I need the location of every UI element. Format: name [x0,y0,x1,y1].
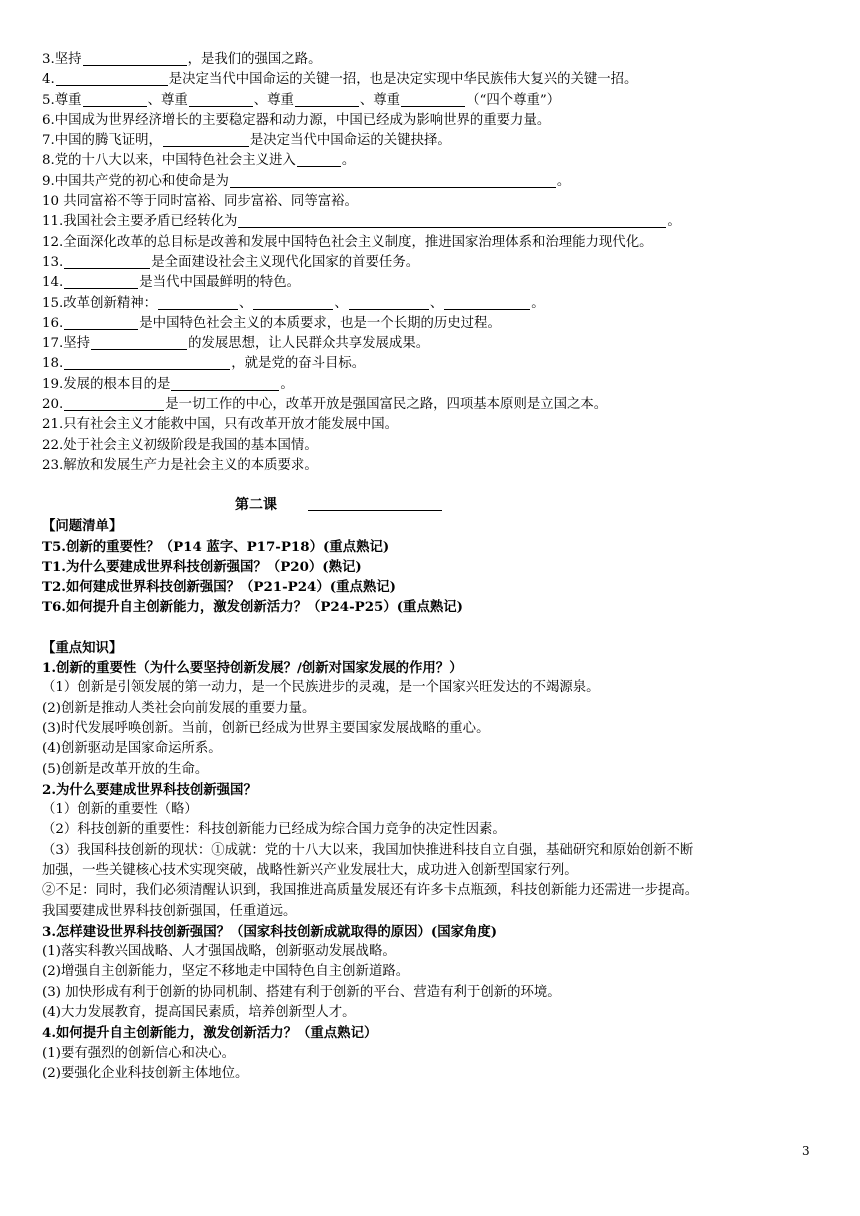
item-text: 14. [42,275,64,291]
knowledge-header: 【重点知识】 [42,639,123,656]
fill-in-item [42,151,822,171]
fill-in-item [42,172,822,192]
fill-in-item [42,415,822,435]
lesson2-heading [42,492,822,516]
answer-blank [64,315,138,330]
answer-blank [171,376,279,391]
item-text: 6.中国成为世界经济增长的主要稳定器和动力源，中国已经成为影响世界的重要力量。 [42,112,551,128]
item-text: 。 [531,295,545,311]
answer-blank [64,355,230,370]
answer-blank [158,295,238,310]
answer-blank [64,254,150,269]
knowledge-point: (1)要有强烈的创新信心和决心。 [42,1045,236,1061]
answer-blank [163,132,249,147]
item-text: 的发展思想，让人民群众共享发展成果。 [188,336,430,352]
knowledge-point: (3)时代发展呼唤创新。当前，创新已经成为世界主要国家发展战略的重心。 [42,720,490,736]
item-text: 13. [42,254,64,270]
fill-in-item [42,70,822,90]
item-text: 、尊重 [253,92,294,108]
item-text: 。 [667,214,681,230]
item-text: 10 共同富裕不等于同时富裕、同步富裕、同等富裕。 [42,194,358,210]
knowledge-point: (4)创新驱动是国家命运所系。 [42,741,222,757]
knowledge-heading: 1.创新的重要性（为什么要坚持创新发展？/创新对国家发展的作用？） [42,660,463,677]
item-text: 、 [239,295,253,311]
item-text: 、 [429,295,444,311]
item-text: 17.坚持 [42,336,91,352]
page-number: 3 [802,1144,810,1158]
knowledge-point: （1）创新的重要性（略） [42,802,198,818]
knowledge-heading: 3.怎样建设世界科技创新强国？（国家科技创新成就取得的原因）(国家角度) [42,923,498,940]
item-text: 8.党的十八大以来，中国特色社会主义进入 [42,153,296,169]
answer-blank [64,396,164,411]
item-text: 是中国特色社会主义的本质要求，也是一个长期的历史过程。 [139,315,501,331]
lesson2-title: 第二课 [235,497,277,514]
knowledge-list [42,658,822,1084]
item-text: 是全面建设社会主义现代化国家的首要任务。 [151,254,420,270]
item-text: 23.解放和发展生产力是社会主义的本质要求。 [42,457,318,473]
item-text: 。 [556,173,571,189]
item-text: 5.尊重 [42,92,82,108]
item-text: 22.处于社会主义初级阶段是我国的基本国情。 [42,437,318,453]
fill-in-item [42,334,822,354]
knowledge-point: (5)创新是改革开放的生命。 [42,761,209,777]
item-text: 12.全面深化改革的总目标是改善和发展中国特色社会主义制度，推进国家治理体系和治理能力现代化。 [42,234,653,250]
question-item: T2.如何建成世界科技创新强国？（P21-P24）(重点熟记) [42,579,397,596]
answer-blank [91,335,187,350]
answer-blank [297,152,341,167]
item-text: 11.我国社会主要矛盾已经转化为 [42,214,238,230]
fill-in-item [42,192,822,212]
item-text: 是一切工作的中心，改革开放是强国富民之路，四项基本原则是立国之本。 [165,397,608,413]
knowledge-heading: 4.如何提升自主创新能力，激发创新活力？（重点熟记） [42,1025,378,1042]
item-text: 是决定当代中国命运的关键一招，也是决定实现中华民族伟大复兴的关键一招。 [168,72,638,88]
item-text: 、尊重 [147,92,188,108]
fill-in-item [42,131,822,151]
fill-in-item [42,456,822,476]
questions-list [42,537,822,618]
question-item: T6.如何提升自主创新能力，激发创新活力？（P24-P25）(重点熟记) [42,599,463,616]
item-text: 18. [42,356,64,372]
answer-blank [64,274,138,289]
item-text: 。 [280,376,294,392]
fill-in-item [42,233,822,253]
item-text: （“四个尊重”） [466,92,561,108]
fill-in-item [42,314,822,334]
questions-header: 【问题清单】 [42,518,123,535]
answer-blank [189,92,253,107]
answer-blank [444,295,530,310]
fill-in-item [42,436,822,456]
item-text: 、尊重 [359,92,401,108]
fill-in-item [42,354,822,374]
answer-blank [401,92,465,107]
item-text: 7.中国的腾飞证明， [42,133,162,149]
answer-blank [295,92,359,107]
answer-blank [230,173,556,188]
fill-in-item [42,111,822,131]
answer-blank [83,92,147,107]
knowledge-point: （3）我国科技创新的现状：①成就：党的十八大以来，我国加快推进科技自立自强，基础研究和原始创新不断 [42,842,694,858]
fill-in-item [42,50,822,70]
item-text: 是决定当代中国命运的关键抉择。 [249,133,451,149]
fill-in-item [42,294,822,314]
item-text: 4. [42,72,55,88]
item-text: 9.中国共产党的初心和使命是为 [42,173,229,189]
document-page [42,50,822,1084]
lesson2-title-blank [308,510,442,511]
item-text: 、 [334,295,348,311]
question-item: T1.为什么要建成世界科技创新强国？（P20）(熟记) [42,558,362,575]
knowledge-point: (2)增强自主创新能力，坚定不移地走中国特色自主创新道路。 [42,964,410,980]
item-text: 是当代中国最鲜明的特色。 [139,275,300,291]
knowledge-point: (4)大力发展教育，提高国民素质，培养创新型人才。 [42,1005,356,1021]
item-text: 16. [42,315,64,331]
knowledge-point: (1)落实科教兴国战略、人才强国战略，创新驱动发展战略。 [42,944,396,960]
fill-in-item [42,375,822,395]
answer-blank [238,213,666,228]
knowledge-point: (2)创新是推动人类社会向前发展的重要力量。 [42,700,316,716]
question-item: T5.创新的重要性？（P14 蓝字、P17-P18）(重点熟记) [42,538,390,555]
item-text: 20. [42,397,64,413]
knowledge-point: （2）科技创新的重要性：科技创新能力已经成为综合国力竞争的决定性因素。 [42,822,506,838]
fill-in-item [42,395,822,415]
knowledge-point: ②不足：同时，我们必须清醒认识到，我国推进高质量发展还有许多卡点瓶颈，科技创新能力还需进一步提高。 [42,883,699,899]
answer-blank [83,51,187,66]
item-text: 。 [341,153,356,169]
section-gap [42,618,822,638]
item-text: 3.坚持 [42,52,82,67]
answer-blank [253,295,333,310]
knowledge-point: (3) 加快形成有利于创新的协同机制、搭建有利于创新的平台、营造有利于创新的环境。 [42,984,561,1000]
fill-in-item [42,273,822,293]
lesson1-fill-in-list [42,50,822,476]
item-text: 19.发展的根本目的是 [42,376,171,392]
fill-in-item [42,212,822,232]
knowledge-point: 加强，一些关键核心技术实现突破，战略性新兴产业发展壮大，成功进入创新型国家行列。 [42,862,578,878]
item-text: ，是我们的强国之路。 [187,52,322,67]
fill-in-item [42,91,822,111]
item-text: 21.只有社会主义才能救中国，只有改革开放才能发展中国。 [42,417,399,433]
knowledge-heading: 2.为什么要建成世界科技创新强国？ [42,781,257,798]
item-text: 15.改革创新精神： [42,295,158,311]
answer-blank [349,295,429,310]
knowledge-point: （1）创新是引领发展的第一动力，是一个民族进步的灵魂，是一个国家兴旺发达的不竭源泉。 [42,680,600,696]
knowledge-point: (2)要强化企业科技创新主体地位。 [42,1065,249,1081]
knowledge-point: 我国要建成世界科技创新强国，任重道远。 [42,903,297,919]
fill-in-item [42,253,822,273]
item-text: ，就是党的奋斗目标。 [231,356,366,372]
answer-blank [56,71,168,86]
